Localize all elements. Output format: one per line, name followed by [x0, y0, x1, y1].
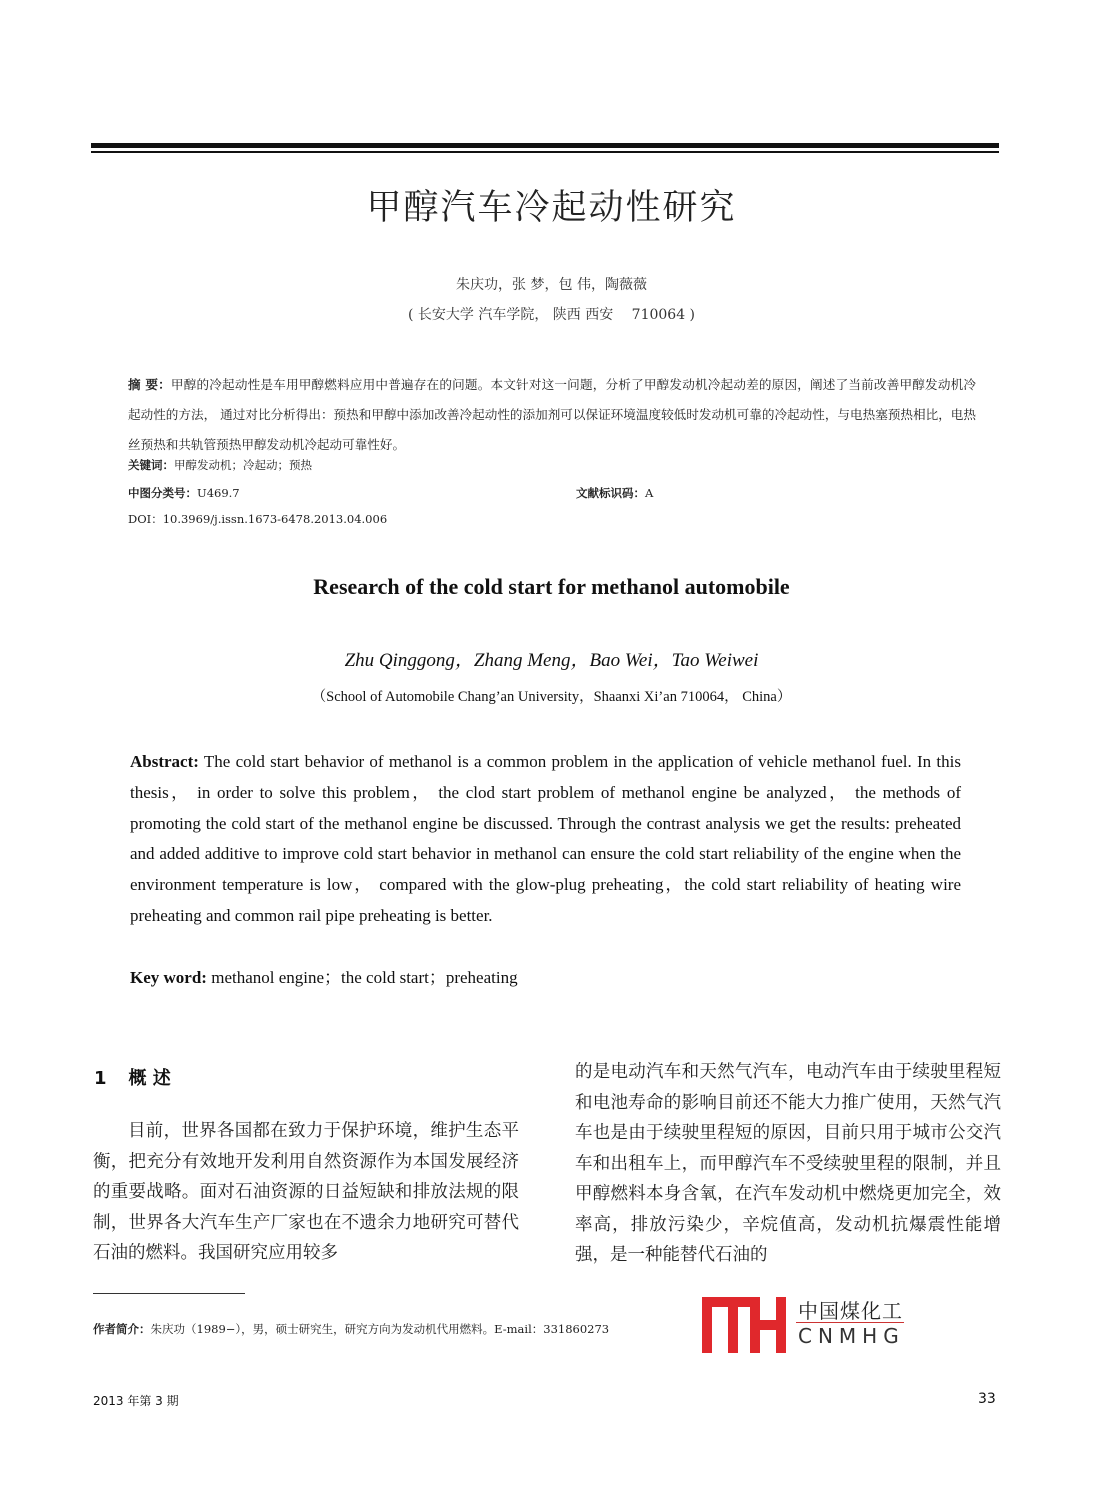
abstract-cn-label: 摘 要：: [128, 377, 171, 392]
abstract-cn: [128, 370, 976, 460]
paper-title-cn: 甲醇汽车冷起动性研究: [366, 188, 737, 228]
document-code: [576, 485, 653, 501]
body-paragraph: 目前，世界各国都在致力于保护环境，维护生态平衡，把充分有效地开发利用自然资源作为本国发展经济的重要战略。面对石油资源的日益短缺和排放法规的限制，世界各大汽车生产厂家也在不遗余力地研究可替代石油的燃料。我国研究应用较多: [93, 1121, 519, 1263]
authors-en: Zhu Qinggong，Zhang Meng，Bao Wei，Tao Weiwei: [344, 650, 759, 671]
cnmhg-logo-mark: [700, 1293, 796, 1357]
issue-label: 2013 年第 3 期: [93, 1394, 179, 1408]
footnote-label: 作者简介：: [93, 1322, 151, 1336]
header-rule-thick: [91, 143, 999, 148]
keywords-en-label: Key word:: [130, 968, 207, 987]
keywords-cn-text: 甲醇发动机；冷起动；预热: [174, 458, 312, 472]
doi-value: 10.3969/j.issn.1673-6478.2013.04.006: [162, 512, 388, 526]
section-title: 概 述: [128, 1068, 171, 1089]
logo-text-en: CNMHG: [798, 1324, 905, 1348]
footnote-rule: [93, 1293, 245, 1294]
doi: [128, 511, 387, 527]
authors-cn: 朱庆功，张 梦，包 伟，陶薇薇: [456, 277, 647, 293]
clc-label: 中图分类号：: [128, 486, 197, 500]
paper-title-en: Research of the cold start for methanol automobile: [313, 574, 790, 599]
doc-code-label: 文献标识码：: [576, 486, 645, 500]
logo-text-cn: 中国煤化工: [798, 1299, 903, 1323]
body-column-right: [575, 1057, 1001, 1271]
affiliation-cn: ( 长安大学 汽车学院， 陕西 西安 710064 ): [407, 307, 696, 323]
clc-number: [128, 485, 240, 501]
abstract-en-label: Abstract:: [130, 752, 199, 771]
abstract-cn-text: 甲醇的冷起动性是车用甲醇燃料应用中普遍存在的问题。本文针对这一问题，分析了甲醇发动机冷起动差的原因，阐述了当前改善甲醇发动机冷起动性的方法， 通过对比分析得出：预热和甲醇中添加改善冷起动性的添加剂可以保证环境温度较低时发动机可靠的冷起动性，与电热塞预热相比，电热丝预热和共轨管预热甲醇发动机冷起动可靠性好。: [128, 377, 976, 452]
abstract-en: [130, 747, 961, 932]
abstract-en-text: The cold start behavior of methanol is a common problem in the application of vehicle methanol fuel. In this thesis， in order to solve this problem， the clod start problem of methanol engine be analyzed， the methods of promoting the cold start of the methanol engine be discussed. Through the contrast analysis we get the results: preheated and added additive to improve cold start behavior in methanol can ensure the cold start reliability of the engine when the environment temperature is low， compared with the glow-plug preheating，the cold start reliability of heating wire preheating and common rail pipe preheating is better.: [130, 752, 961, 925]
body-column-left: [93, 1116, 519, 1269]
keywords-en: [130, 963, 961, 988]
footnote-text: 朱庆功（1989−），男，硕士研究生，研究方向为发动机代用燃料。E-mail：331860273: [150, 1322, 610, 1336]
keywords-en-text: methanol engine；the cold start；preheating: [206, 968, 518, 987]
clc-value: U469.7: [197, 486, 240, 500]
affiliation-en: （School of Automobile Chang’an University，Shaanxi Xi’an 710064， China）: [311, 689, 792, 705]
header-rule-thin: [91, 151, 999, 153]
page-number: 33: [978, 1391, 996, 1407]
keywords-cn: [128, 457, 312, 473]
section-number: 1: [94, 1068, 107, 1089]
doi-label: DOI：: [128, 512, 163, 526]
section-1-heading: [94, 1064, 171, 1090]
cnmhg-logo: [700, 1293, 910, 1357]
keywords-cn-label: 关键词：: [128, 458, 174, 472]
body-paragraph-continued: 的是电动汽车和天然气汽车，电动汽车由于续驶里程短和电池寿命的影响目前还不能大力推广使用，天然气汽车也是由于续驶里程短的原因，目前只用于城市公交汽车和出租车上，而甲醇汽车不受续驶里程的限制，并且甲醇燃料本身含氧，在汽车发动机中燃烧更加完全，效率高，排放污染少，辛烷值高，发动机抗爆震性能增强，是一种能替代石油的: [575, 1062, 1001, 1265]
doc-code-value: A: [645, 486, 654, 500]
author-footnote: [93, 1321, 609, 1337]
